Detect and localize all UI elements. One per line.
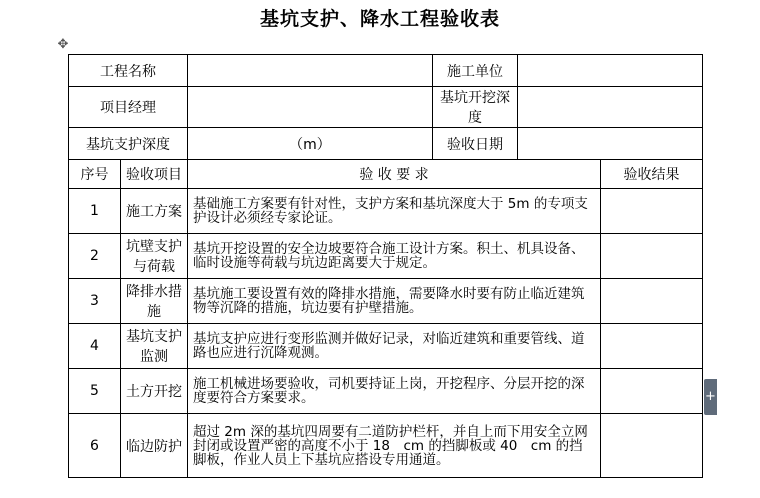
row-requirement: 基坑施工要设置有效的降排水措施，需要降水时要有防止临近建筑物等沉降的措施，坑边要有护壁措施。: [188, 279, 601, 324]
row-no: 5: [69, 369, 121, 414]
column-header-item: 验收项目: [121, 160, 188, 189]
construction-unit-value[interactable]: [518, 55, 703, 87]
table-row: [69, 324, 703, 369]
excavation-depth-value[interactable]: [518, 87, 703, 128]
row-item: 基坑支护监测: [121, 324, 188, 369]
column-header-no: 序号: [69, 160, 121, 189]
row-result[interactable]: [601, 189, 703, 234]
acceptance-date-label: 验收日期: [433, 128, 518, 160]
row-result[interactable]: [601, 324, 703, 369]
row-no: 1: [69, 189, 121, 234]
header-row-depth: [69, 128, 703, 160]
page-title: 基坑支护、降水工程验收表: [259, 8, 500, 30]
support-depth-label: 基坑支护深度: [69, 128, 188, 160]
table-row: [69, 234, 703, 279]
row-result[interactable]: [601, 369, 703, 414]
row-no: 2: [69, 234, 121, 279]
row-item: 坑壁支护与荷载: [121, 234, 188, 279]
project-manager-value[interactable]: [188, 87, 433, 128]
row-no: 3: [69, 279, 121, 324]
table-row: [69, 279, 703, 324]
table-row: [69, 189, 703, 234]
expand-plus-icon[interactable]: +: [704, 379, 717, 415]
row-no: 4: [69, 324, 121, 369]
support-depth-unit[interactable]: （m）: [188, 128, 433, 160]
table-row: [69, 414, 703, 478]
header-row-project: [69, 55, 703, 87]
row-requirement: 基础施工方案要有针对性，支护方案和基坑深度大于 5m 的专项支护设计必须经专家论证。: [188, 189, 601, 234]
column-header-result: 验收结果: [601, 160, 703, 189]
project-manager-label: 项目经理: [69, 87, 188, 128]
row-item: 土方开挖: [121, 369, 188, 414]
row-no: 6: [69, 414, 121, 478]
acceptance-date-value[interactable]: [518, 128, 703, 160]
row-result[interactable]: [601, 279, 703, 324]
excavation-depth-label: 基坑开挖深度: [433, 87, 518, 128]
project-name-value[interactable]: [188, 55, 433, 87]
construction-unit-label: 施工单位: [433, 55, 518, 87]
row-item: 临边防护: [121, 414, 188, 478]
move-handle-icon[interactable]: ✥: [57, 37, 69, 52]
table-row: [69, 369, 703, 414]
column-header-requirements: 验 收 要 求: [188, 160, 601, 189]
row-item: 降排水措施: [121, 279, 188, 324]
row-item: 施工方案: [121, 189, 188, 234]
column-header-row: [69, 160, 703, 189]
row-result[interactable]: [601, 234, 703, 279]
row-requirement: 超过 2m 深的基坑四周要有二道防护栏杆，并自上而下用安全立网封闭或设置严密的高度不小于 18 cm 的挡脚板或 40 cm 的挡脚板，作业人员上下基坑应搭设专用通道。: [188, 414, 601, 478]
project-name-label: 工程名称: [69, 55, 188, 87]
row-result[interactable]: [601, 414, 703, 478]
header-row-manager: [69, 87, 703, 128]
row-requirement: 基坑支护应进行变形监测并做好记录，对临近建筑和重要管线、道路也应进行沉降观测。: [188, 324, 601, 369]
row-requirement: 施工机械进场要验收，司机要持证上岗，开挖程序、分层开挖的深度要符合方案要求。: [188, 369, 601, 414]
acceptance-table: [68, 54, 703, 478]
row-requirement: 基坑开挖设置的安全边坡要符合施工设计方案。积土、机具设备、临时设施等荷载与坑边距离要大于规定。: [188, 234, 601, 279]
